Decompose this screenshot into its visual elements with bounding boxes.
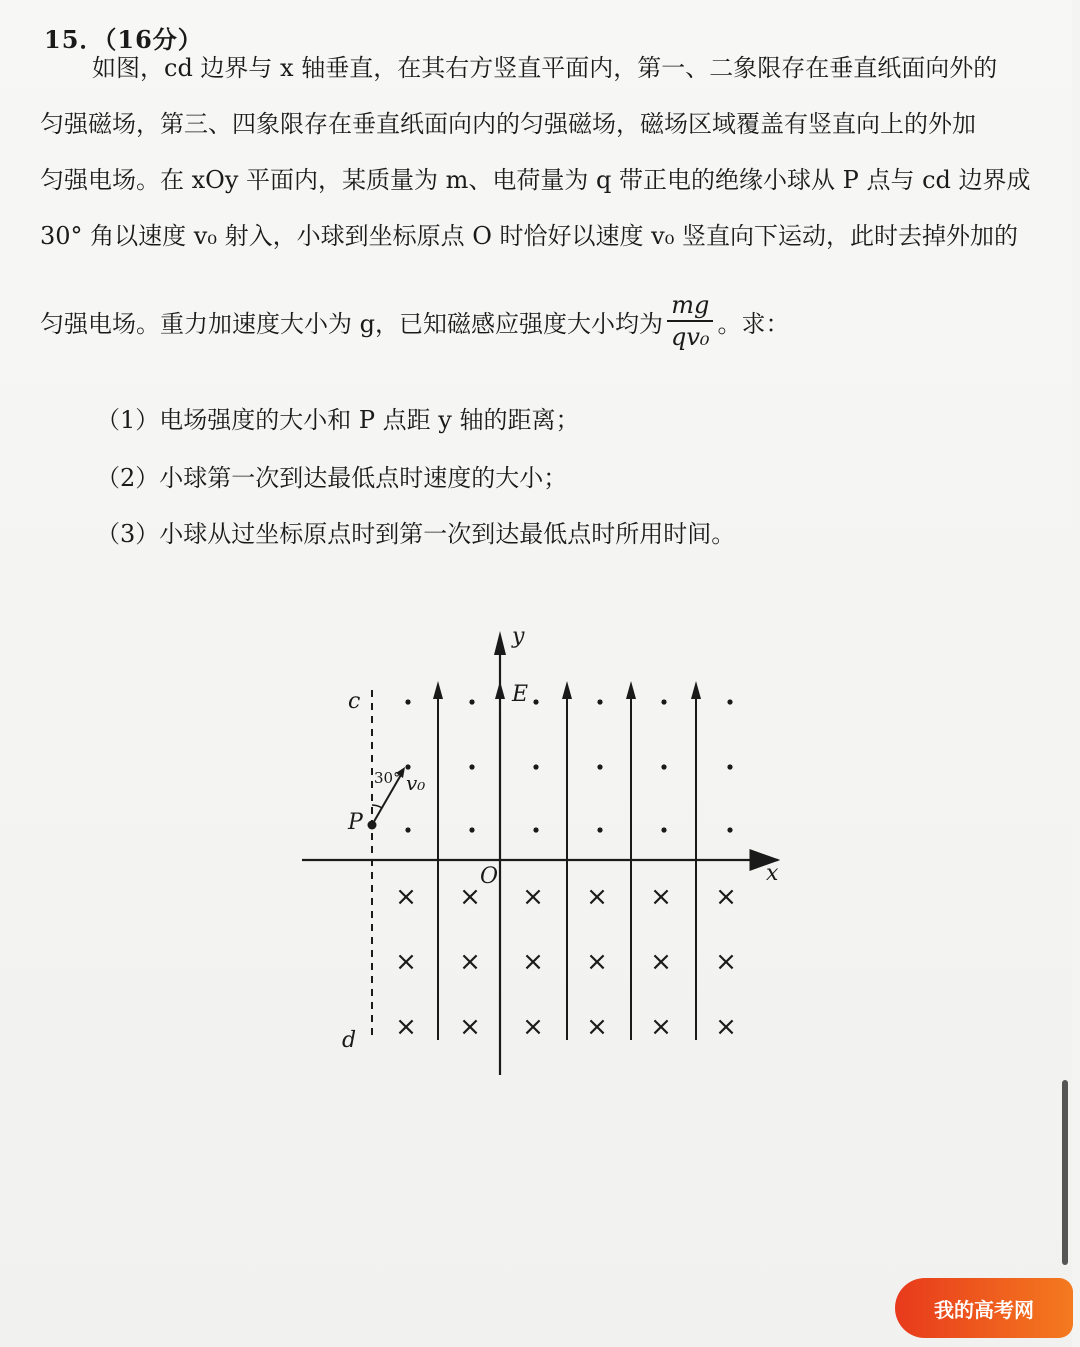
dot-icon <box>597 699 602 704</box>
cross-icon: × <box>586 882 608 912</box>
label-p: P <box>348 810 363 835</box>
dot-icon <box>727 699 732 704</box>
site-watermark: 我的高考网 <box>895 1278 1073 1338</box>
dot-icon <box>405 699 410 704</box>
cross-icon: × <box>586 947 608 977</box>
dot-icon <box>533 827 538 832</box>
dot-icon <box>661 699 666 704</box>
fraction-numerator: mg <box>667 290 713 322</box>
stem-line-2: 匀强磁场，第三、四象限存在垂直纸面向内的匀强磁场，磁场区域覆盖有竖直向上的外加 <box>40 110 976 138</box>
magnetic-field-fraction <box>667 290 714 352</box>
stem-line-5 <box>40 290 790 352</box>
label-x: x <box>766 861 779 886</box>
y-axis-arrow-icon <box>494 631 506 655</box>
dot-icon <box>727 827 732 832</box>
question-stem <box>40 40 1031 264</box>
diagram-labels <box>342 624 779 1053</box>
dot-icon <box>533 764 538 769</box>
dot-icon <box>405 827 410 832</box>
question-number: 15．（16分） <box>44 25 203 54</box>
cross-icon: × <box>650 1012 672 1042</box>
cross-icon: × <box>459 882 481 912</box>
cross-icon: × <box>650 882 672 912</box>
cross-icon: × <box>395 947 417 977</box>
scrollbar[interactable] <box>1062 1080 1068 1265</box>
dot-icon <box>661 827 666 832</box>
cross-icon: × <box>395 882 417 912</box>
cross-icon: × <box>522 1012 544 1042</box>
field-arrow-icon <box>495 681 505 699</box>
field-arrow-icon <box>691 681 701 699</box>
fraction-denominator: qv₀ <box>671 323 710 351</box>
cross-icon: × <box>715 947 737 977</box>
label-d: d <box>342 1028 357 1053</box>
label-y: y <box>512 624 525 649</box>
sub-question-3: （3）小球从过坐标原点时到第一次到达最低点时所用时间。 <box>96 520 736 548</box>
dot-icon <box>533 699 538 704</box>
stem-line-4: 30° 角以速度 v₀ 射入，小球到坐标原点 O 时恰好以速度 v₀ 竖直向下运动，此时去掉外加的 <box>40 222 1018 250</box>
cross-icon: × <box>586 1012 608 1042</box>
field-arrow-icon <box>562 681 572 699</box>
stem-line-5-prefix: 匀强电场。重力加速度大小为 g，已知磁感应强度大小均为 <box>40 309 663 338</box>
field-diagram <box>290 615 790 1085</box>
field-arrow-icon <box>433 681 443 699</box>
cross-icon: × <box>715 1012 737 1042</box>
dot-icon <box>405 764 410 769</box>
label-c: c <box>348 689 361 714</box>
dot-icon <box>469 764 474 769</box>
cross-icon: × <box>522 882 544 912</box>
stem-line-5-suffix: 。求： <box>717 309 790 338</box>
sub-question-2: （2）小球第一次到达最低点时速度的大小； <box>96 464 568 492</box>
cross-icon: × <box>395 1012 417 1042</box>
sub-question-1: （1）电场强度的大小和 P 点距 y 轴的距离； <box>96 406 580 434</box>
field-arrow-icon <box>626 681 636 699</box>
angle-arc <box>372 805 382 808</box>
magnetic-field-out-dots <box>405 699 732 832</box>
dot-icon <box>727 764 732 769</box>
dot-icon <box>469 827 474 832</box>
dot-icon <box>597 827 602 832</box>
label-origin: O <box>480 864 499 889</box>
label-velocity: v₀ <box>406 771 426 795</box>
stem-line-3: 匀强电场。在 xOy 平面内，某质量为 m、电荷量为 q 带正电的绝缘小球从 P 点与 cd 边界成 <box>40 166 1031 194</box>
label-angle: 30° <box>374 769 401 787</box>
cross-icon: × <box>715 882 737 912</box>
cross-icon: × <box>522 947 544 977</box>
cross-icon: × <box>459 1012 481 1042</box>
electric-field-lines <box>433 675 701 1040</box>
label-e: E <box>512 682 529 707</box>
dot-icon <box>661 764 666 769</box>
cross-icon: × <box>650 947 672 977</box>
dot-icon <box>597 764 602 769</box>
dot-icon <box>469 699 474 704</box>
stem-line-1: 如图，cd 边界与 x 轴垂直，在其右方竖直平面内，第一、二象限存在垂直纸面向外的 <box>92 54 998 82</box>
cross-icon: × <box>459 947 481 977</box>
